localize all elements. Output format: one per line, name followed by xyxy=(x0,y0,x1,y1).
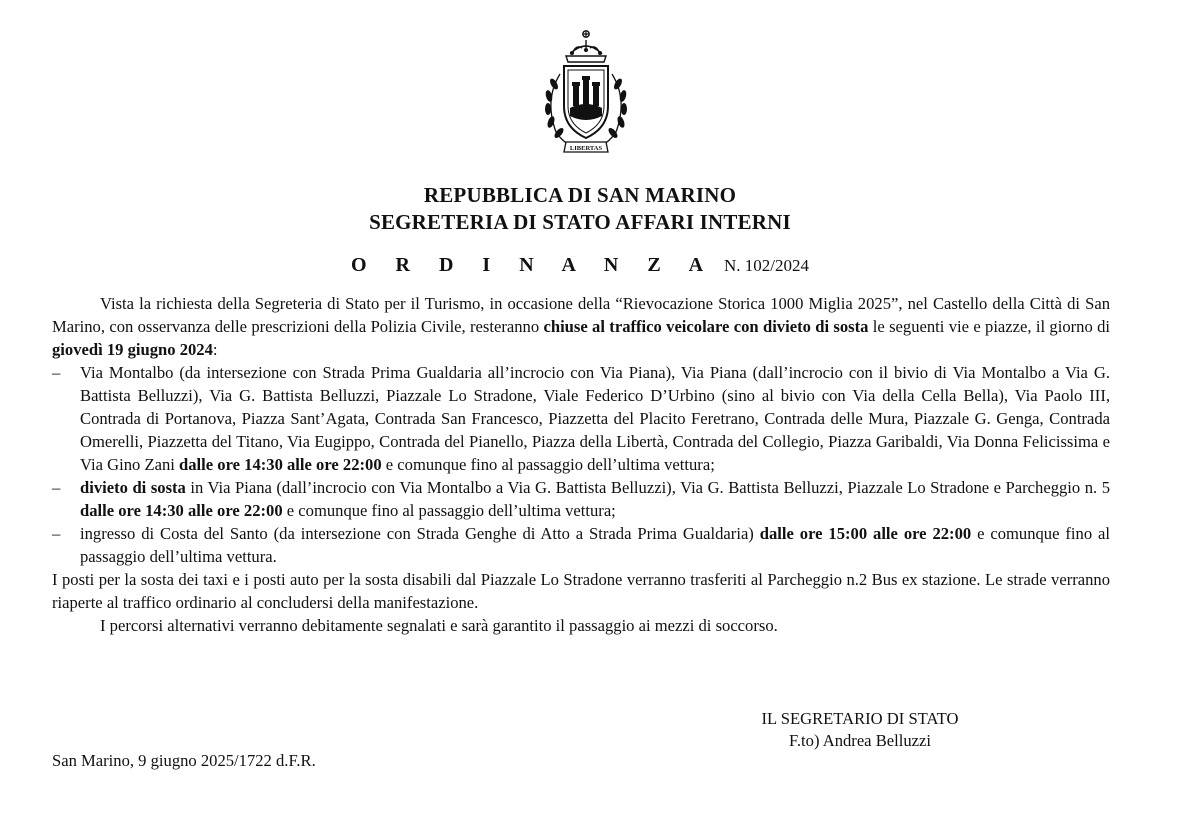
list-dash: – xyxy=(52,524,61,543)
list-item-text: Via Montalbo (da intersezione con Strada Prima Gualdaria all’incrocio con Via Piana), Via Piana (dall’incrocio con il bivio di Via Montalbo a Via G. Battista Belluzzi), Via G. Battista Belluzzi, Piazzale Lo Stradone, Viale Federico D’Urbino (sino al bivio con Via della Cella Bella), Via Paolo III, Contrada di Portanova, Piazza Sant’Agata, Contrada San Francesco, Piazzetta del Placito Feretrano, Contrada delle Mura, Piazzale G. Genga, Contrada Omerelli, Piazzetta del Titano, Via Eugippo, Contrada del Pianello, Piazza della Libertà, Contrada del Collegio, Piazza Garibaldi, Via Donna Felicissima e Via Gino Zani xyxy=(80,363,1110,474)
list-item xyxy=(52,522,1110,568)
closing-paragraph-parking: I posti per la sosta dei taxi e i posti auto per la sosta disabili dal Piazzale Lo Stradone verranno trasferiti al Parcheggio n.2 Bus ex stazione. Le strade verranno riaperte al traffico ordinario al concludersi della manifestazione. xyxy=(52,570,1110,612)
coat-of-arms-emblem xyxy=(532,20,640,160)
ordinance-title-line xyxy=(0,252,1160,279)
list-dash: – xyxy=(52,478,61,497)
document-heading xyxy=(0,182,1160,236)
list-item-hours: dalle ore 15:00 alle ore 22:00 xyxy=(759,524,972,543)
ordinance-number: N. 102/2024 xyxy=(724,256,810,275)
ordinance-body xyxy=(52,292,1110,637)
heading-ministry: SEGRETERIA DI STATO AFFARI INTERNI xyxy=(369,210,791,234)
intro-text: Vista la richiesta della Segreteria di Stato per il Turismo, in occasione della “Rievocazione Storica 1000 Miglia 2025”, nel Castello della Città di San Marino, con osservanza delle prescrizioni della Polizia Civile, resteranno xyxy=(52,294,1110,336)
list-item xyxy=(52,361,1110,476)
list-item-text: in Via Piana (dall’incrocio con Via Montalbo a Via G. Battista Belluzzi), Via G. Battista Belluzzi, Piazzale Lo Stradone e Parcheggio n. 5 xyxy=(185,478,1110,497)
signature-block xyxy=(700,708,1020,752)
list-item-tail: e comunque fino al passaggio dell’ultima vettura; xyxy=(381,455,715,474)
signatory-title: IL SEGRETARIO DI STATO xyxy=(761,709,959,728)
intro-bold-date: giovedì 19 giugno 2024 xyxy=(52,340,213,359)
list-dash: – xyxy=(52,363,61,382)
closing-paragraph-routes: I percorsi alternativi verranno debitamente segnalati e sarà garantito il passaggio ai mezzi di soccorso. xyxy=(100,616,778,635)
list-item-hours: dalle ore 14:30 alle ore 22:00 xyxy=(80,501,283,520)
intro-bold-closure: chiuse al traffico veicolare con divieto di sosta xyxy=(543,317,869,336)
heading-republic: REPUBBLICA DI SAN MARINO xyxy=(423,183,737,207)
list-item-hours: dalle ore 14:30 alle ore 22:00 xyxy=(179,455,382,474)
place-and-date: San Marino, 9 giugno 2025/1722 d.F.R. xyxy=(52,751,316,770)
emblem-motto: LIBERTAS xyxy=(569,145,603,152)
list-item xyxy=(52,476,1110,522)
intro-text-2: le seguenti vie e piazze, il giorno di xyxy=(868,317,1110,336)
signatory-name: F.to) Andrea Belluzzi xyxy=(789,731,931,750)
list-item-text: ingresso di Costa del Santo (da intersezione con Strada Genghe di Atto a Strada Prima Gualdaria) xyxy=(80,524,760,543)
list-item-tail: e comunque fino al passaggio dell’ultima vettura. xyxy=(80,524,1110,566)
list-item-tail: e comunque fino al passaggio dell’ultima vettura; xyxy=(282,501,616,520)
list-item-lead: divieto di sosta xyxy=(80,478,186,497)
intro-paragraph xyxy=(52,292,1110,361)
ordinance-title: O R D I N A N Z A xyxy=(350,254,716,276)
intro-colon: : xyxy=(212,340,218,359)
